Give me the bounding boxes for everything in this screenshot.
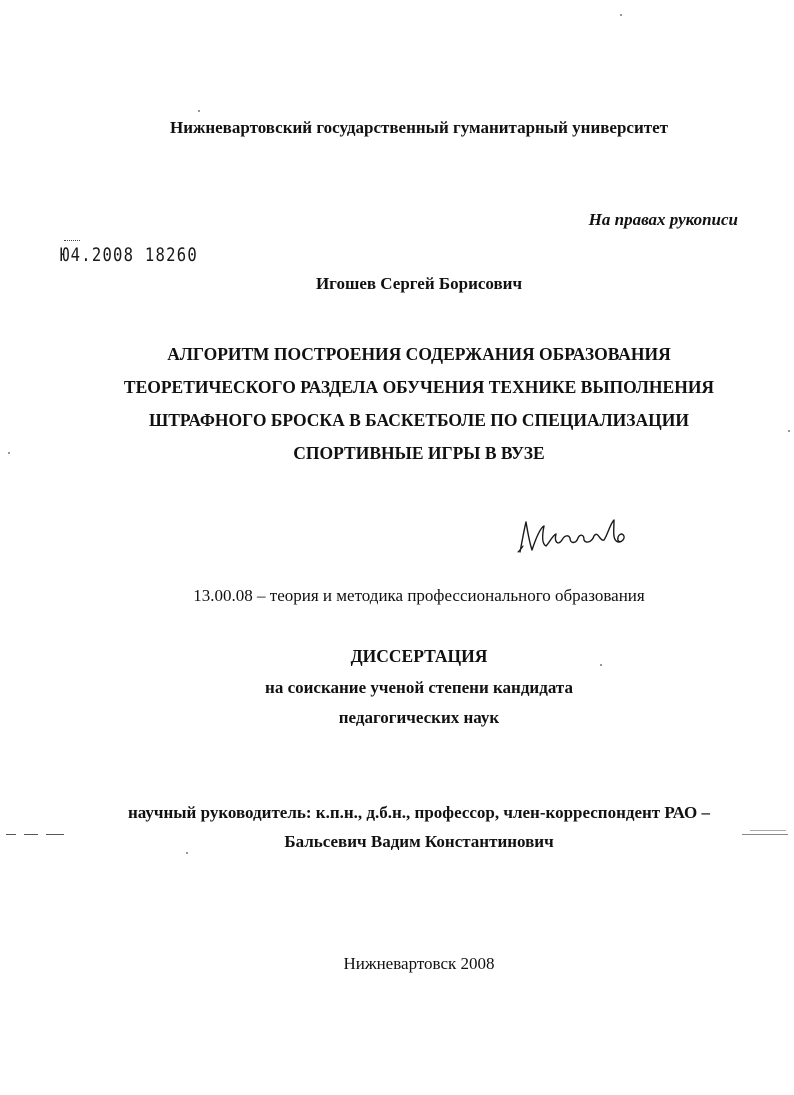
title-line: СПОРТИВНЫЕ ИГРЫ В ВУЗЕ (293, 443, 545, 463)
manuscript-rights-note: На правах рукописи (588, 210, 738, 229)
supervisor-credentials: научный руководитель: к.п.н., д.б.н., профессор, член-корреспондент РАО – (127, 803, 711, 822)
title-line: ШТРАФНОГО БРОСКА В БАСКЕТБОЛЕ ПО СПЕЦИАЛИЗАЦИИ (149, 410, 689, 430)
author-signature (514, 512, 634, 556)
degree-line-1: на соискание ученой степени кандидата (265, 678, 573, 697)
scan-artifact-dash (46, 834, 64, 835)
degree-line-2: педагогических наук (338, 708, 500, 727)
registration-stamp-number: Ю4.2008 18260 (60, 244, 198, 266)
scan-artifact-speck (788, 430, 790, 432)
dissertation-title (0, 338, 794, 470)
author-name: Игошев Сергей Борисович (315, 274, 523, 293)
stamp-mark (64, 240, 80, 243)
university-name: Нижневартовский государственный гуманитарный университет (169, 118, 669, 137)
title-line: АЛГОРИТМ ПОСТРОЕНИЯ СОДЕРЖАНИЯ ОБРАЗОВАНИЯ (167, 344, 671, 364)
scan-artifact-speck (8, 452, 10, 454)
scan-artifact-dash (750, 830, 786, 831)
scan-artifact-speck (186, 852, 188, 854)
title-line: ТЕОРЕТИЧЕСКОГО РАЗДЕЛА ОБУЧЕНИЯ ТЕХНИКЕ ВЫПОЛНЕНИЯ (123, 377, 715, 397)
scan-artifact-speck (198, 110, 200, 112)
document-type-heading: ДИССЕРТАЦИЯ (350, 646, 488, 666)
scan-artifact-speck (600, 664, 602, 666)
scan-artifact-dash (742, 834, 788, 835)
scan-artifact-dash (24, 834, 38, 835)
city-year: Нижневартовск 2008 (343, 954, 495, 973)
specialty-code: 13.00.08 – теория и методика профессионального образования (193, 586, 645, 605)
scan-artifact-speck (620, 14, 622, 16)
supervisor-name: Бальсевич Вадим Константинович (284, 832, 554, 851)
scan-artifact-dash (6, 834, 16, 835)
